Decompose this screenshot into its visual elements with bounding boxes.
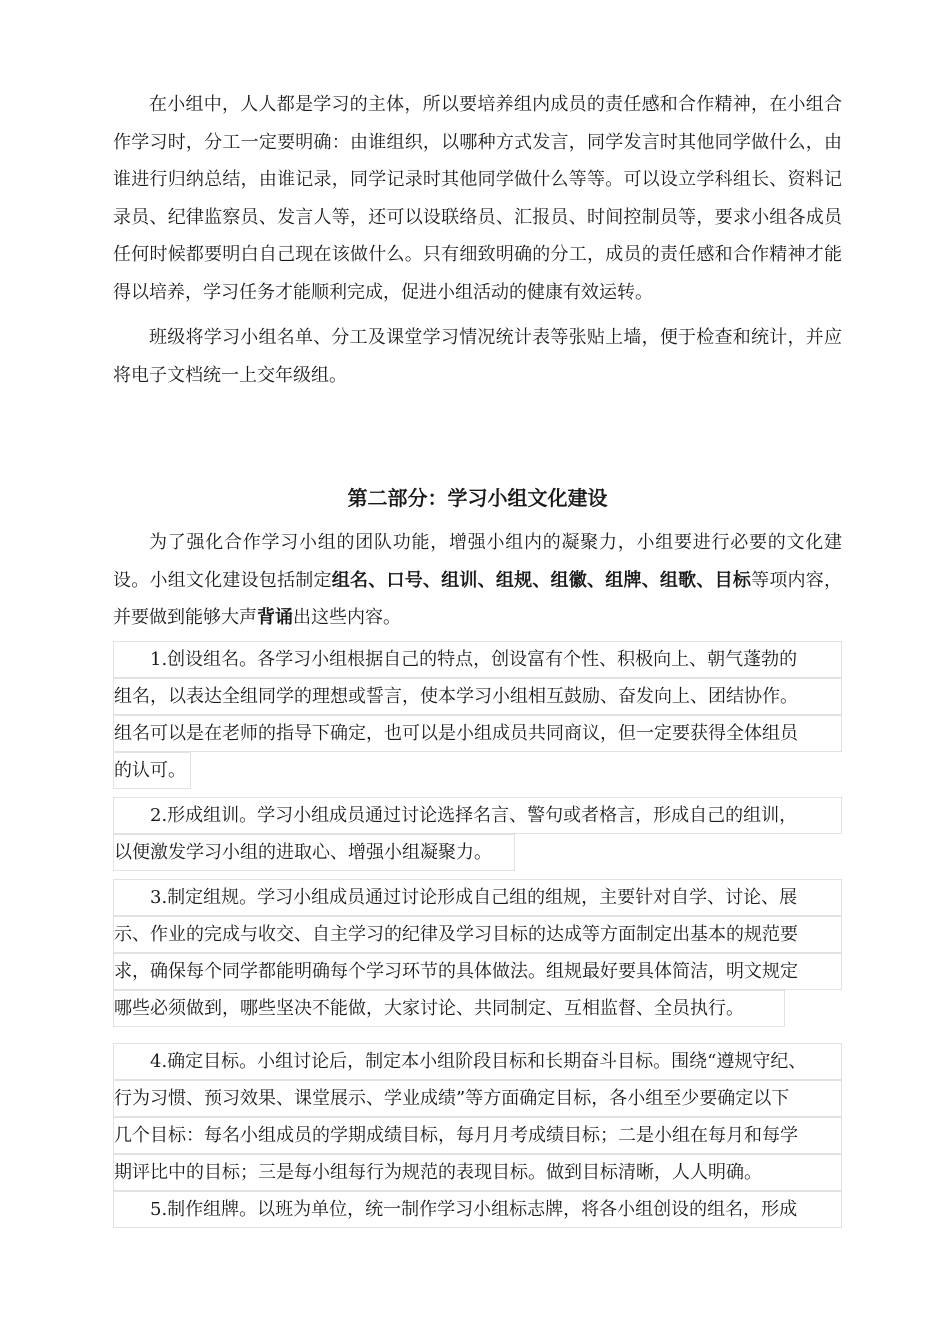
- intro-text-1: 为了强化合作学习小组的团队功能，增强小组内的凝聚力，小组要进行必要的文化建设。小组文化建设包括制定: [113, 532, 842, 591]
- paragraph-posting-lists: 班级将学习小组名单、分工及课堂学习情况统计表等张贴上墙，便于检查和统计，并应将电子文档统一上交年级组。: [113, 327, 842, 386]
- item-line: 1.创设组名。各学习小组根据自己的特点，创设富有个性、积极向上、朝气蓬勃的: [113, 641, 842, 678]
- item-line: 行为习惯、预习效果、课堂展示、学业成绩”等方面确定目标，各小组至少要确定以下: [113, 1080, 842, 1117]
- paragraph-group-roles: 在小组中，人人都是学习的主体，所以要培养组内成员的责任感和合作精神，在小组合作学习时，分工一定要明确：由谁组织，以哪种方式发言，同学发言时其他同学做什么，由谁进行归纳总结，由谁记录，同学记录时其他同学做什么等等。可以设立学科组长、资料记录员、纪律监察员、发言人等，还可以设联络员、汇报员、时间控制员等，要求小组各成员任何时候都要明白自己现在该做什么。只有细致明确的分工，成员的责任感和合作精神才能得以培养，学习任务才能顺利完成，促进小组活动的健康有效运转。: [113, 94, 842, 303]
- item-line: 3.制定组规。学习小组成员通过讨论形成自己组的组规，主要针对自学、讨论、展: [113, 879, 842, 916]
- item-line: 几个目标：每名小组成员的学期成绩目标，每月月考成绩目标；二是小组在每月和每学: [113, 1117, 842, 1154]
- item-line: 哪些必须做到，哪些坚决不能做，大家讨论、共同制定、互相监督、全员执行。: [113, 990, 785, 1027]
- intro-text-3: 出这些内容。: [293, 607, 401, 628]
- section-title: 第二部分：学习小组文化建设: [347, 486, 608, 510]
- item-group-goals: [113, 1043, 842, 1191]
- item-line: 示、作业的完成与收交、自主学习的纪律及学习目标的达成等方面制定出基本的规范要: [113, 916, 842, 953]
- intro-bold-elements: 组名、口号、组训、组规、组徽、组牌、组歌、目标: [331, 569, 752, 591]
- item-group-sign: [113, 1191, 842, 1228]
- item-line: 2.形成组训。学习小组成员通过讨论选择名言、警句或者格言，形成自己的组训，: [113, 797, 842, 834]
- item-line: 的认可。: [113, 752, 191, 789]
- document-page: [113, 86, 842, 1228]
- intro-text-2: 等项内容，并要做到能够大声: [113, 569, 843, 628]
- item-line: 以便激发学习小组的进取心、增强小组凝聚力。: [113, 834, 515, 871]
- item-group-name: [113, 641, 842, 793]
- paragraph-intro: [113, 524, 842, 637]
- item-group-rules: [113, 879, 842, 1031]
- item-line: 期评比中的目标；三是每小组每行为规范的表现目标。做到目标清晰，人人明确。: [113, 1154, 842, 1191]
- intro-bold-recite: 背诵: [257, 607, 293, 628]
- item-line: 5.制作组牌。以班为单位，统一制作学习小组标志牌，将各小组创设的组名，形成: [113, 1191, 842, 1228]
- item-line: 4.确定目标。小组讨论后，制定本小组阶段目标和长期奋斗目标。围绕“遵规守纪、: [113, 1043, 842, 1080]
- item-group-motto: [113, 797, 842, 875]
- item-line: 求，确保每个同学都能明确每个学习环节的具体做法。组规最好要具体简洁，明文规定: [113, 953, 842, 990]
- item-line: 组名可以是在老师的指导下确定，也可以是小组成员共同商议，但一定要获得全体组员: [113, 715, 842, 752]
- item-line: 组名，以表达全组同学的理想或誓言，使本学习小组相互鼓励、奋发向上、团结协作。: [113, 678, 842, 715]
